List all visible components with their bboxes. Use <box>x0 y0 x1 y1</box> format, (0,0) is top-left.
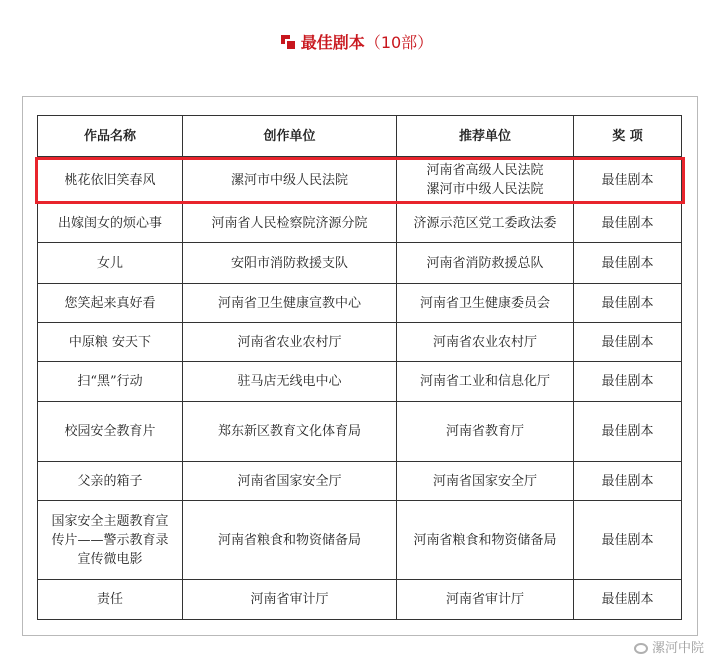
cell-work: 扫“黑”行动 <box>38 362 183 402</box>
column-header-work: 作品名称 <box>38 116 183 157</box>
section-count: （10部） <box>364 33 434 52</box>
cell-recommender: 济源示范区党工委政法委 <box>397 204 574 243</box>
column-header-creator: 创作单位 <box>183 116 397 157</box>
cell-recommender: 河南省高级人民法院 漯河市中级人民法院 <box>397 157 574 204</box>
cell-work: 您笑起来真好看 <box>38 284 183 323</box>
cell-recommender: 河南省农业农村厅 <box>397 323 574 362</box>
cell-recommender: 河南省国家安全厅 <box>397 462 574 501</box>
watermark-text: 漯河中院 <box>651 641 704 656</box>
table-row <box>38 284 682 323</box>
table-row <box>38 323 682 362</box>
cell-award: 最佳剧本 <box>574 284 682 323</box>
cell-award: 最佳剧本 <box>574 323 682 362</box>
cell-recommender: 河南省卫生健康委员会 <box>397 284 574 323</box>
cell-award: 最佳剧本 <box>574 402 682 462</box>
section-marker-icon <box>281 35 295 49</box>
cell-award: 最佳剧本 <box>574 501 682 580</box>
section-title: 最佳剧本 <box>300 33 365 52</box>
cell-creator: 河南省人民检察院济源分院 <box>183 204 397 243</box>
awards-table <box>37 115 682 620</box>
cell-creator: 河南省粮食和物资储备局 <box>183 501 397 580</box>
table-row <box>38 243 682 284</box>
cell-award: 最佳剧本 <box>574 243 682 284</box>
cell-recommender: 河南省消防救援总队 <box>397 243 574 284</box>
watermark <box>634 637 704 656</box>
cell-award: 最佳剧本 <box>574 362 682 402</box>
cell-creator: 河南省卫生健康宣教中心 <box>183 284 397 323</box>
cell-creator: 安阳市消防救援支队 <box>183 243 397 284</box>
cell-creator: 漯河市中级人民法院 <box>183 157 397 204</box>
cell-work: 父亲的箱子 <box>38 462 183 501</box>
table-row <box>38 204 682 243</box>
table-row <box>38 157 682 204</box>
table-row <box>38 362 682 402</box>
cell-creator: 郑东新区教育文化体育局 <box>183 402 397 462</box>
cell-creator: 河南省农业农村厅 <box>183 323 397 362</box>
cell-recommender: 河南省粮食和物资储备局 <box>397 501 574 580</box>
cell-work: 校园安全教育片 <box>38 402 183 462</box>
table-row <box>38 402 682 462</box>
table-header-row <box>38 116 682 157</box>
cell-work: 桃花依旧笑春风 <box>38 157 183 204</box>
table-row <box>38 462 682 501</box>
cell-work: 女儿 <box>38 243 183 284</box>
section-heading <box>0 32 714 54</box>
cell-creator: 河南省审计厅 <box>183 580 397 620</box>
cell-recommender: 河南省教育厅 <box>397 402 574 462</box>
column-header-award: 奖 项 <box>574 116 682 157</box>
cell-creator: 河南省国家安全厅 <box>183 462 397 501</box>
cell-work: 出嫁闺女的烦心事 <box>38 204 183 243</box>
cell-work: 国家安全主题教育宣 传片——警示教育录 宣传微电影 <box>38 501 183 580</box>
cell-award: 最佳剧本 <box>574 580 682 620</box>
cell-award: 最佳剧本 <box>574 157 682 204</box>
weibo-icon <box>634 643 648 654</box>
cell-recommender: 河南省工业和信息化厅 <box>397 362 574 402</box>
column-header-recommender: 推荐单位 <box>397 116 574 157</box>
table-row <box>38 580 682 620</box>
cell-award: 最佳剧本 <box>574 204 682 243</box>
cell-creator: 驻马店无线电中心 <box>183 362 397 402</box>
cell-work: 中原粮 安天下 <box>38 323 183 362</box>
cell-award: 最佳剧本 <box>574 462 682 501</box>
cell-recommender: 河南省审计厅 <box>397 580 574 620</box>
cell-work: 责任 <box>38 580 183 620</box>
table-row <box>38 501 682 580</box>
